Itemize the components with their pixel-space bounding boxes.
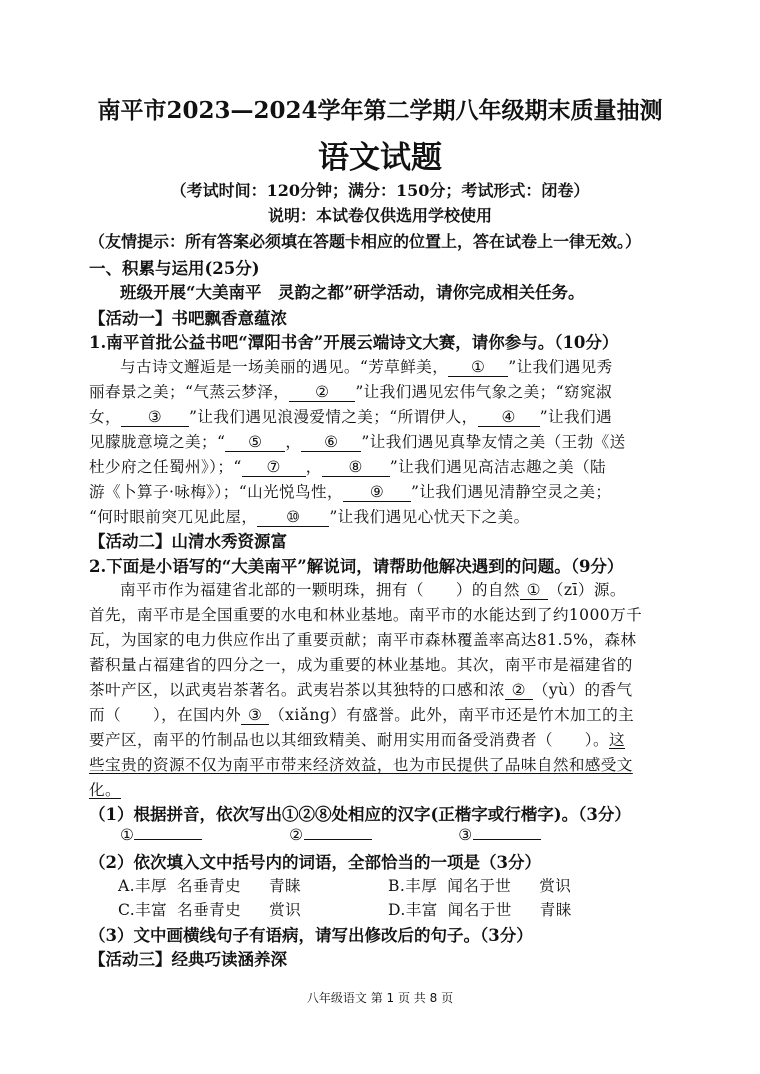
option-word: 青睐 [539, 901, 572, 919]
q1-line-3 [89, 405, 612, 427]
option-c [118, 898, 301, 920]
exam-info: （考试时间：120分钟；满分：150分；考试形式：闭卷） [170, 181, 590, 200]
blank-6: ⑥ [301, 433, 361, 452]
q1-text: ”让我们遇见高洁志趣之美（陆 [389, 458, 607, 476]
option-word: 闻名于世 [447, 877, 512, 895]
option-word: 丰富 [405, 901, 438, 919]
q2-line-3: 瓦，为国家的电力供应作出了重要贡献；南平市森林覆盖率高达81.5%，森林 [89, 631, 637, 649]
q2-text: 要产区，南平的竹制品也以其细致精美、耐用实用而备受消费者（ ）。 [89, 731, 609, 749]
blank-10: ⑩ [257, 508, 329, 527]
option-label: B. [388, 877, 406, 895]
option-label: C. [118, 901, 136, 919]
blank-9: ⑨ [343, 483, 411, 502]
q2-line-1 [120, 578, 626, 600]
usage-note: 说明：本试卷仅供选用学校使用 [267, 206, 492, 225]
reminder: （友情提示：所有答案必须填在答题卡相应的位置上，答在试卷上一律无效。） [89, 232, 642, 251]
exam-title: 南平市2023—2024学年第二学期八年级期末质量抽测 [97, 97, 663, 124]
option-word: 赏识 [539, 877, 572, 895]
activity-3-heading: 【活动三】经典巧读涵养深 [89, 950, 287, 969]
q1-text: ”让我们遇见心忧天下之美。 [329, 508, 530, 526]
q1-text: 与古诗文邂逅是一场美丽的遇见。“芳草鲜美， [120, 358, 449, 376]
q1-text: “何时眼前突兀见此屋， [89, 508, 258, 526]
page-footer: 八年级语文 第 1 页 共 8 页 [306, 991, 454, 1005]
option-word: 丰富 [135, 901, 168, 919]
q2-blank-2: ② [505, 681, 533, 700]
sub-question-1: （1）根据拼音，依次写出①②⑧处相应的汉字(正楷字或行楷字)。（3分） [89, 805, 631, 824]
option-b [388, 874, 571, 896]
question-2-title: 2.下面是小语写的“大美南平”解说词，请帮助他解决遇到的问题。（9分） [89, 557, 624, 576]
q1-text: ”让我们遇见浪漫爱情之美；“所谓伊人， [189, 408, 478, 426]
option-a [118, 874, 301, 896]
answer-mark-1: ① [120, 826, 135, 844]
blank-7: ⑦ [242, 458, 306, 477]
blank-2: ② [289, 383, 355, 402]
q1-text: ”让我们遇见秀 [508, 358, 613, 376]
sub-question-2: （2）依次填入文中括号内的词语，全部恰当的一项是（3分） [89, 853, 541, 872]
q2-text: 而（ ），在国内外 [89, 706, 242, 724]
q1-line-1 [120, 355, 613, 377]
option-word: 丰厚 [405, 877, 438, 895]
q1-text: 女， [89, 408, 121, 426]
underlined-sentence: 这 [609, 731, 625, 749]
q2-line-2: 首先，南平市是全国重要的水电和林业基地。南平市的水能达到了约1000万千 [89, 606, 643, 624]
question-1-title: 1.南平首批公益书吧“潭阳书舍”开展云端诗文大赛，请你参与。（10分） [89, 333, 619, 352]
q1-text: ， [285, 433, 302, 451]
subject-title: 语文试题 [318, 140, 442, 176]
activity-1-heading: 【活动一】书吧飘香意蕴浓 [89, 309, 287, 328]
blank-8: ⑧ [322, 458, 390, 477]
q1-text: ， [305, 458, 322, 476]
option-word: 名垂青史 [177, 877, 242, 895]
answer-mark-3: ③ [458, 826, 473, 844]
sub-question-3: （3）文中画横线句子有语病，请写出修改后的句子。（3分） [89, 926, 533, 945]
q1-text: ”让我们遇见宏伟气象之美；“窈窕淑 [355, 383, 612, 401]
option-word: 赏识 [269, 901, 302, 919]
q2-blank-1: ① [520, 581, 548, 600]
q1-line-5 [89, 455, 606, 477]
q2-line-6 [89, 703, 634, 725]
section-heading: 一、积累与运用(25分) [89, 259, 260, 278]
answer-blank-3 [473, 839, 541, 840]
answer-blanks [120, 826, 541, 844]
blank-3: ③ [121, 408, 189, 427]
option-word: 青睐 [269, 877, 302, 895]
q2-line-4: 蓄积量占福建省的四分之一，成为重要的林业基地。其次，南平市是福建省的 [89, 656, 633, 674]
blank-4: ④ [478, 408, 540, 427]
q1-line-2 [89, 380, 612, 402]
q1-text: 丽春景之美；“气蒸云梦泽， [89, 383, 290, 401]
q1-line-6 [89, 480, 611, 502]
q1-line-7 [89, 505, 530, 527]
activity-2-heading: 【活动二】山清水秀资源富 [89, 532, 287, 551]
option-word: 闻名于世 [447, 901, 512, 919]
option-d [388, 898, 572, 920]
q1-text: 见朦胧意境之美；“ [89, 433, 226, 451]
q2-text: （xiǎng）有盛誉。此外，南平市还是竹木加工的主 [269, 706, 635, 724]
answer-mark-2: ② [289, 826, 304, 844]
q1-text: ”让我们遇见清静空灵之美； [411, 483, 612, 501]
q2-line-5 [89, 678, 632, 700]
option-word: 名垂青史 [177, 901, 242, 919]
underlined-sentence-end: 化。 [89, 781, 121, 799]
option-word: 丰厚 [135, 877, 168, 895]
q2-line-7 [89, 728, 625, 750]
q1-text: ”让我们遇见真挚友情之美（王勃《送 [361, 433, 626, 451]
section-intro: 班级开展“大美南平 灵韵之都”研学活动，请你完成相关任务。 [120, 283, 585, 302]
blank-1: ① [448, 358, 508, 377]
underlined-sentence: 些宝贵的资源不仅为南平市带来经济效益，也为市民提供了品味自然和感受文 [89, 756, 633, 774]
q2-text: （zī）源。 [547, 581, 626, 599]
q1-text: 游《卜算子·咏梅》）；“山光悦鸟性， [89, 483, 344, 501]
answer-blank-1 [134, 839, 202, 840]
q2-text: （yù）的香气 [532, 681, 633, 699]
q1-text: ”让我们遇 [539, 408, 612, 426]
q1-text: 杜少府之任蜀州》）；“ [89, 458, 242, 476]
option-label: D. [388, 901, 406, 919]
q2-text: 南平市作为福建省北部的一颗明珠，拥有（ ）的自然 [120, 581, 520, 599]
blank-5: ⑤ [225, 433, 285, 452]
q2-text: 茶叶产区，以武夷岩茶著名。武夷岩茶以其独特的口感和浓 [89, 681, 505, 699]
answer-blank-2 [304, 839, 372, 840]
q2-blank-3: ③ [241, 706, 269, 725]
option-label: A. [118, 877, 136, 895]
q1-line-4 [89, 430, 626, 452]
